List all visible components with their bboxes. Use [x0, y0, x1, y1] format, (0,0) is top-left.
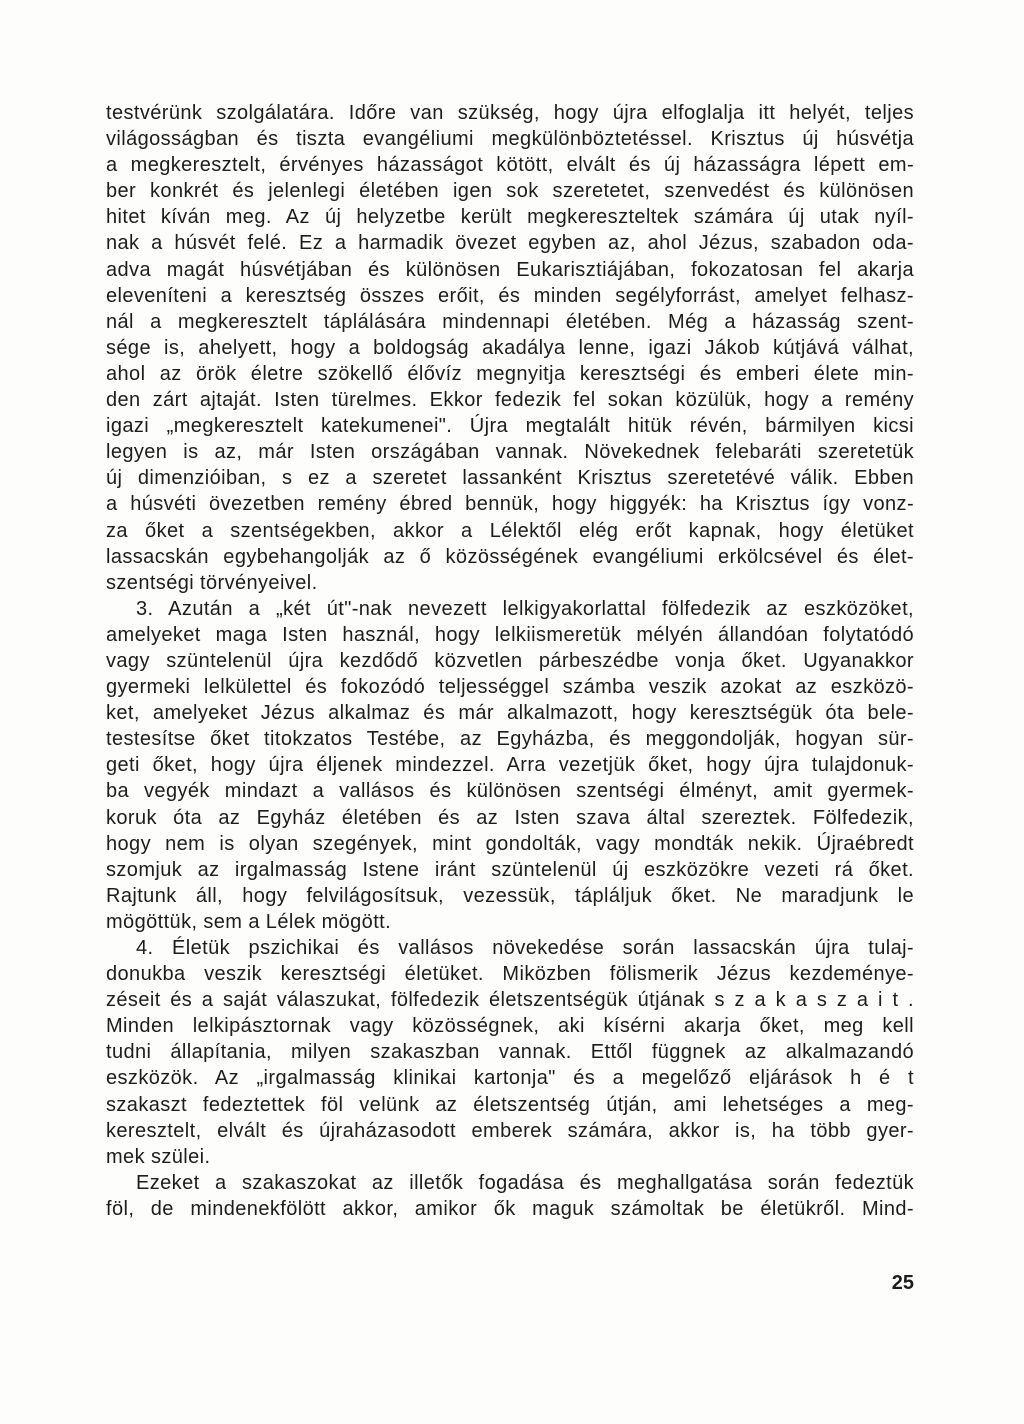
text-line: szakaszt fedeztettek föl velünk az életszentség útján, ami lehetséges a meg-: [106, 1093, 914, 1116]
text-line: eszközök. Az „irgalmasság klinikai kartonja" és a megelőző eljárások h é t: [106, 1067, 914, 1090]
text-line: hogy nem is olyan szegények, mint gondolták, vagy mondták nekik. Újraébredt: [106, 832, 914, 855]
text-line: donukba veszik keresztségi életüket. Miközben fölismerik Jézus kezdeménye-: [106, 963, 914, 986]
text-line: a húsvéti övezetben remény ébred bennük, hogy higgyék: ha Krisztus így vonz-: [106, 493, 914, 516]
text-line: ket, amelyeket Jézus alkalmaz és már alkalmazott, hogy keresztségük óta bele-: [106, 702, 914, 725]
text-line: ber konkrét és jelenlegi életében igen sok szeretetet, szenvedést és különösen: [106, 180, 914, 203]
text-line: vagy szüntelenül újra kezdődő közvetlen párbeszédbe vonja őket. Ugyanakkor: [106, 649, 914, 672]
text-line: nak a húsvét felé. Ez a harmadik övezet egyben az, ahol Jézus, szabadon oda-: [106, 232, 914, 255]
text-line: Rajtunk áll, hogy felvilágosítsuk, vezessük, tápláljuk őket. Ne maradjunk le: [106, 884, 914, 907]
text-line: legyen is az, már Isten országában vannak. Növekednek felebaráti szeretetük: [106, 441, 914, 464]
paragraph: [106, 596, 914, 935]
paragraph: [106, 1170, 914, 1222]
text-line: lassacskán egybehangolják az ő közösségének evangéliumi erkölcsével és élet-: [106, 545, 914, 568]
paragraph: [106, 935, 914, 1170]
text-line: zéseit és a saját válaszukat, fölfedezik életszentségük útjának s z a k a s z a i t .: [106, 989, 914, 1012]
text-line: szomjuk az irgalmasság Istene iránt szüntelenül új eszközökre vezeti rá őket.: [106, 858, 914, 881]
text-line: Minden lelkipásztornak vagy közösségnek, aki kísérni akarja őket, meg kell: [106, 1015, 914, 1038]
text-line: gyermeki lelkülettel és fokozódó teljességgel számba veszik azokat az eszközö-: [106, 676, 914, 699]
text-line: világosságban és tiszta evangéliumi megkülönböztetéssel. Krisztus új húsvétja: [106, 128, 914, 151]
text-line: szentségi törvényeivel.: [106, 571, 318, 594]
text-line: za őket a szentségekben, akkor a Lélektől elég erőt kapnak, hogy életüket: [106, 519, 914, 542]
text-line: 4. Életük pszichikai és vallásos növekedése során lassacskán újra tulaj-: [136, 937, 914, 959]
text-line: tudni állapítania, milyen szakaszban vannak. Ettől függnek az alkalmazandó: [106, 1041, 914, 1064]
text-line: új dimenzióiban, s ez a szeretet lassanként Krisztus szeretetévé válik. Ebben: [106, 467, 914, 490]
text-line: ahol az örök életre szökellő élővíz megnyitja keresztségi és emberi élete min-: [106, 362, 914, 385]
text-line: koruk óta az Egyház életében és az Isten szava által szereztek. Fölfedezik,: [106, 806, 914, 829]
text-line: adva magát húsvétjában és különösen Eukarisztiájában, fokozatosan fel akarja: [106, 258, 914, 281]
paragraph: [106, 100, 914, 596]
text-line: mögöttük, sem a Lélek mögött.: [106, 910, 392, 933]
page-number: 25: [891, 1272, 914, 1294]
text-line: keresztelt, elvált és újraházasodott emberek számára, akkor is, ha több gyer-: [106, 1119, 914, 1142]
text-line: igazi „megkeresztelt katekumenei". Újra megtalált hitük révén, bármilyen kicsi: [106, 415, 914, 438]
text-line: ba vegyék mindazt a vallásos és különösen szentségi élményt, amit gyermek-: [106, 780, 914, 803]
text-line: a megkeresztelt, érvényes házasságot kötött, elvált és új házasságra lépett em-: [106, 154, 914, 177]
text-line: testesítse őket titokzatos Testébe, az Egyházba, és meggondolják, hogyan sür-: [106, 728, 914, 751]
text-line: mek szülei.: [106, 1145, 211, 1168]
text-line: geti őket, hogy újra éljenek mindezzel. Arra vezetjük őket, hogy újra tulajdonuk-: [106, 754, 914, 777]
body-text: [106, 100, 914, 1222]
text-line: amelyeket maga Isten használ, hogy lelkiismeretük mélyén állandóan folytatódó: [106, 623, 914, 646]
text-line: sége is, ahelyett, hogy a boldogság akadálya lenne, igazi Jákob kútjává válhat,: [106, 336, 914, 359]
text-line: eleveníteni a keresztség összes erőit, és minden segélyforrást, amelyet felhasz-: [106, 284, 914, 307]
text-line: testvérünk szolgálatára. Időre van szükség, hogy újra elfoglalja itt helyét, teljes: [106, 102, 914, 124]
text-line: hitet kíván meg. Az új helyzetbe került megkereszteltek számára új utak nyíl-: [106, 206, 914, 229]
text-line: föl, de mindenekfölött akkor, amikor ők maguk számoltak be életükről. Mind-: [106, 1197, 914, 1220]
text-line: Ezeket a szakaszokat az illetők fogadása és meghallgatása során fedeztük: [136, 1171, 914, 1194]
text-line: nál a megkeresztelt táplálására mindennapi életében. Még a házasság szent-: [106, 310, 914, 333]
text-line: den zárt ajtaját. Isten türelmes. Ekkor fedezik fel sokan közülük, hogy a remény: [106, 389, 914, 412]
text-line: 3. Azután a „két út"-nak nevezett lelkigyakorlattal fölfedezik az eszközöket,: [136, 597, 914, 620]
